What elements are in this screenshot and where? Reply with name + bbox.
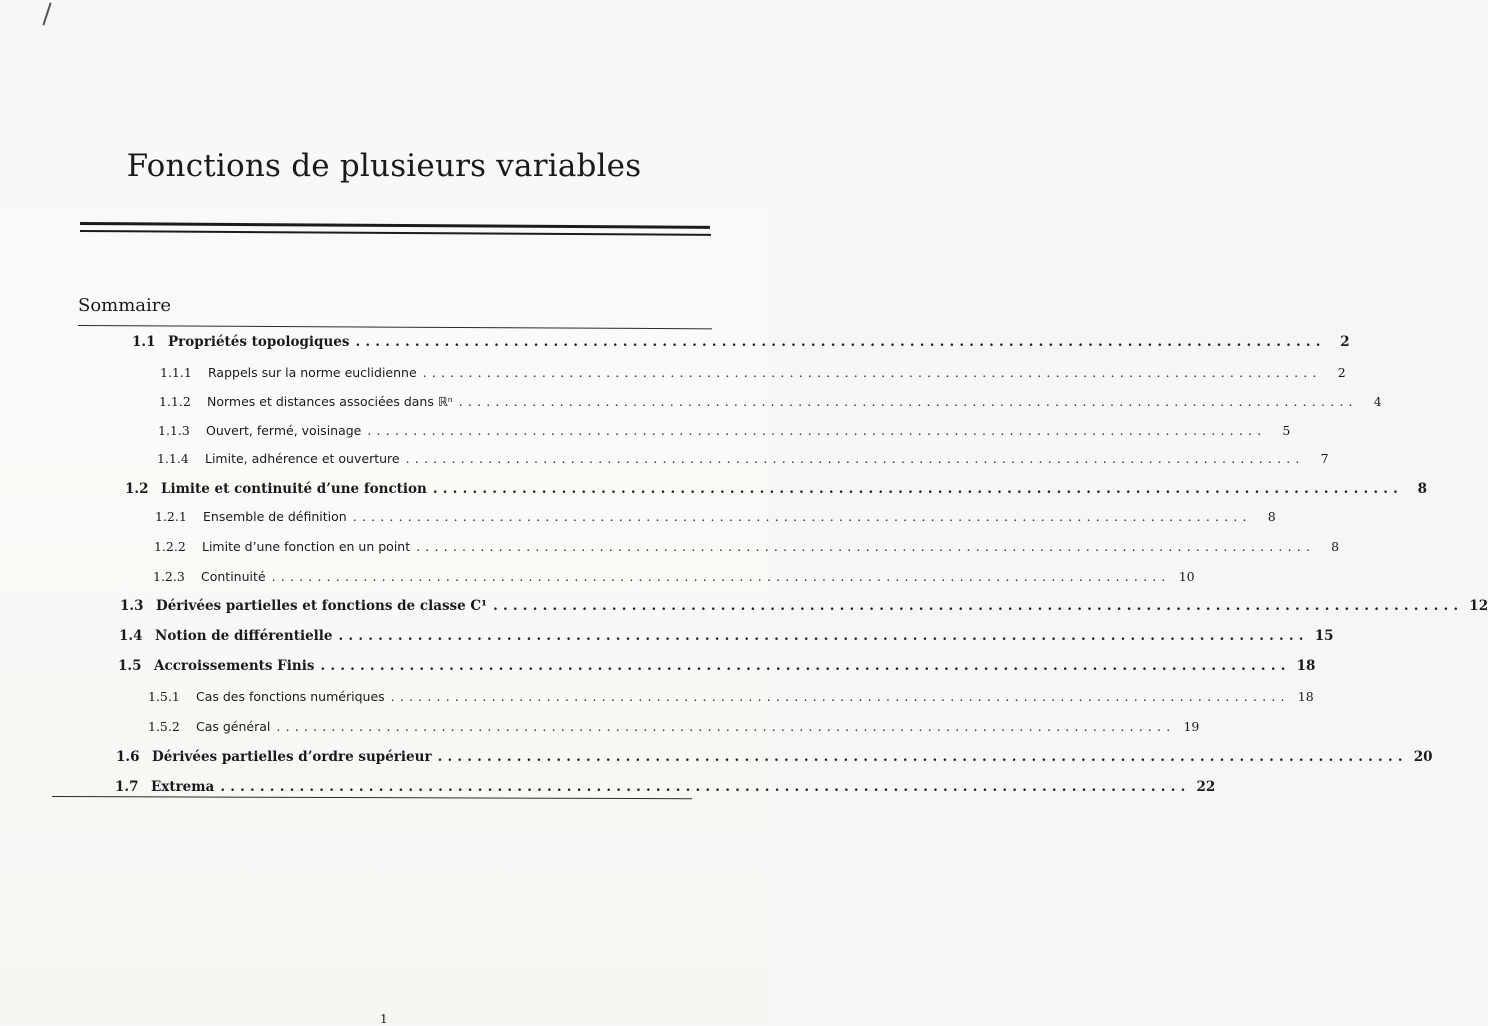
toc-leader-dots: ..................................................................................................: [390, 689, 1290, 704]
toc-entry-section[interactable]: [132, 331, 1350, 353]
toc-entry-section[interactable]: [115, 776, 1216, 798]
toc-entry-section[interactable]: [125, 478, 1428, 500]
toc-leader-dots: ..................................................................................................: [405, 451, 1305, 466]
toc-entry-page: 10: [1178, 569, 1195, 584]
page-number: 1: [380, 1012, 388, 1026]
toc-entry-number: 1.5.2: [148, 719, 180, 734]
toc-entry-number: 1.5: [118, 658, 142, 674]
toc-heading: Sommaire: [78, 295, 172, 316]
toc-entry-page: 8: [1417, 481, 1428, 497]
toc-entry-number: 1.2.1: [155, 509, 187, 524]
toc-entry-label: Limite et continuité d’une fonction: [161, 481, 427, 497]
toc-entry-label: Propriétés topologiques: [168, 334, 350, 350]
toc-entry-label: Dérivées partielles et fonctions de classe C¹: [156, 598, 488, 614]
toc-entry-section[interactable]: [118, 655, 1316, 677]
toc-entry-page: 2: [1337, 365, 1346, 380]
toc-entry-number: 1.5.1: [148, 689, 180, 704]
toc-leader-dots: ..................................................................................................: [355, 334, 1326, 350]
toc-entry-label: Dérivées partielles d’ordre supérieur: [152, 749, 432, 765]
toc-entry-page: 7: [1320, 451, 1329, 466]
toc-entry-label: Cas des fonctions numériques: [196, 689, 385, 704]
toc-leader-dots: ..................................................................................................: [276, 719, 1176, 734]
toc-entry-number: 1.1.2: [159, 394, 191, 409]
toc-rule-top: [78, 325, 712, 329]
toc-leader-dots: ..................................................................................................: [432, 481, 1404, 497]
toc-entry-label: Ouvert, fermé, voisinage: [206, 423, 362, 438]
toc-entry-number: 1.1.4: [157, 451, 189, 466]
toc-entry-subsection[interactable]: [157, 448, 1329, 470]
toc-entry-page: 5: [1282, 423, 1291, 438]
toc-entry-label: Cas général: [196, 719, 271, 734]
toc-entry-subsection[interactable]: [154, 536, 1340, 558]
toc-entry-label: Extrema: [151, 779, 215, 795]
toc-entry-page: 15: [1314, 628, 1334, 644]
toc-entry-page: 4: [1373, 394, 1382, 409]
toc-entry-number: 1.4: [119, 628, 143, 644]
toc-entry-label: Accroissements Finis: [154, 658, 315, 674]
toc-leader-dots: ..................................................................................................: [271, 569, 1171, 584]
toc-entry-subsection[interactable]: [153, 566, 1195, 588]
toc-entry-label: Limite, adhérence et ouverture: [205, 451, 400, 466]
toc-entry-label: Continuité: [201, 569, 266, 584]
toc-entry-page: 18: [1296, 658, 1316, 674]
toc-entry-number: 1.2: [125, 481, 149, 497]
toc-entry-number: 1.2.2: [154, 539, 186, 554]
toc-entry-number: 1.3: [120, 598, 144, 614]
toc-entry-number: 1.6: [116, 749, 140, 765]
toc-entry-subsection[interactable]: [148, 686, 1314, 708]
toc-entry-section[interactable]: [119, 625, 1334, 647]
toc-entry-subsection[interactable]: [158, 420, 1291, 442]
toc-entry-label: Rappels sur la norme euclidienne: [208, 365, 417, 380]
toc-entry-number: 1.2.3: [153, 569, 185, 584]
toc-entry-number: 1.7: [115, 779, 139, 795]
toc-leader-dots: ..................................................................................................: [220, 779, 1191, 795]
toc-leader-dots: ..................................................................................................: [367, 423, 1267, 438]
toc-entry-subsection[interactable]: [155, 506, 1276, 528]
toc-entry-page: 8: [1267, 509, 1276, 524]
toc-entry-page: 8: [1331, 539, 1340, 554]
toc-entry-label: Notion de différentielle: [155, 628, 333, 644]
toc-leader-dots: ..................................................................................................: [422, 365, 1322, 380]
toc-leader-dots: ..................................................................................................: [352, 509, 1252, 524]
toc-entry-label: Limite d’une fonction en un point: [202, 539, 411, 554]
toc-entry-page: 2: [1340, 334, 1350, 350]
toc-entry-section[interactable]: [116, 746, 1433, 768]
toc-entry-label: Normes et distances associées dans ℝⁿ: [207, 394, 453, 409]
toc-leader-dots: ..................................................................................................: [493, 598, 1464, 614]
toc-entry-subsection[interactable]: [160, 362, 1346, 384]
toc-entry-number: 1.1: [132, 334, 156, 350]
toc-entry-page: 19: [1183, 719, 1200, 734]
toc-entry-page: 12: [1469, 598, 1488, 614]
toc-entry-number: 1.1.3: [158, 423, 190, 438]
toc-entry-number: 1.1.1: [160, 365, 192, 380]
toc-entry-subsection[interactable]: [159, 391, 1382, 413]
toc-leader-dots: ..................................................................................................: [416, 539, 1316, 554]
toc-leader-dots: ..................................................................................................: [437, 749, 1408, 765]
toc-leader-dots: ..................................................................................................: [458, 394, 1358, 409]
toc-entry-page: 20: [1413, 749, 1433, 765]
toc-leader-dots: ..................................................................................................: [338, 628, 1309, 644]
document-title: Fonctions de plusieurs variables: [126, 148, 642, 184]
toc-entry-label: Ensemble de définition: [203, 509, 347, 524]
toc-entry-page: 18: [1297, 689, 1314, 704]
toc-entry-section[interactable]: [120, 595, 1488, 617]
toc-entry-subsection[interactable]: [148, 716, 1200, 738]
toc-entry-page: 22: [1196, 779, 1216, 795]
toc-leader-dots: ..................................................................................................: [320, 658, 1291, 674]
